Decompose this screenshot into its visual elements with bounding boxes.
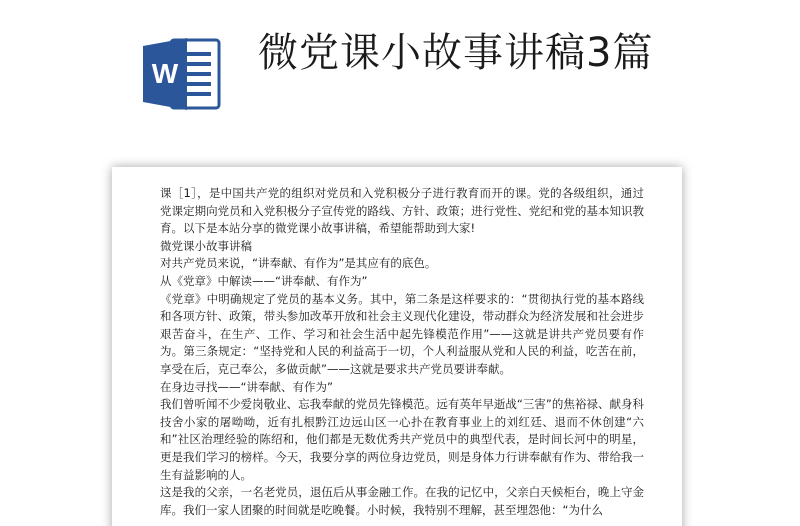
document-paragraph: 课［1］，是中国共产党的组织对党员和入党积极分子进行教育而开的课。党的各级组织，通过党课定期向党员和入党积极分子宣传党的路线、方针、政策；进行党性、党纪和党的基本知识教育。以下是本站分享的微党课小故事讲稿，希望能帮助到大家! [160,186,644,236]
word-icon-line-3 [185,72,211,76]
document-page [112,167,682,526]
word-icon-line-1 [185,52,211,56]
word-icon-line-2 [185,62,211,66]
document-paragraph: 这是我的父亲，一名老党员，退伍后从事金融工作。在我的记忆中，父亲白天候柜台，晚上守金库。我们一家人团聚的时间就是吃晚餐。小时候，我特别不理解，甚至埋怨他：“为什么 [160,485,644,517]
document-paragraph: 微党课小故事讲稿 [160,238,252,253]
document-body [160,185,644,519]
document-paragraph: 对共产党员来说，“讲奉献、有作为”是其应有的底色。 [160,256,437,271]
word-icon-line-4 [185,82,211,86]
document-paragraph: 我们曾听闻不少爱岗敬业、忘我奉献的党员先锋模范。远有英年早逝战“三害”的焦裕禄、献身科技舍小家的屠呦呦，近有扎根黔江边远山区一心扑在教育事业上的刘红廷、退而不休创建“六和”社区治理经验的陈绍和，他们都是无数优秀共产党员中的典型代表，是时间长河中的明星，更是我们学习的榜样。今天，我要分享的两位身边党员，则是身体力行讲奉献有作为、带给我一生有益影响的人。 [160,397,644,482]
document-paragraph: 在身边寻找——“讲奉献、有作为” [160,379,333,394]
word-icon [141,34,225,114]
document-paragraph: 《党章》中明确规定了党员的基本义务。其中，第二条是这样要求的：“贯彻执行党的基本路线和各项方针、政策，带头参加改革开放和社会主义现代化建设，带动群众为经济发展和社会进步艰苦奋斗，在生产、工作、学习和社会生活中起先锋模范作用”——这就是讲共产党员要有作为。第三条规定：“坚持党和人民的利益高于一切，个人利益服从党和人民的利益，吃苦在前，享受在后，克己奉公，多做贡献”——这就是要求共产党员要讲奉献。 [160,291,644,376]
word-icon-letter: W [151,58,179,89]
document-paragraph: 从《党章》中解读——“讲奉献、有作为” [160,273,368,288]
page-title: 微党课小故事讲稿3篇 [258,30,654,76]
word-icon-line-5 [185,92,211,96]
